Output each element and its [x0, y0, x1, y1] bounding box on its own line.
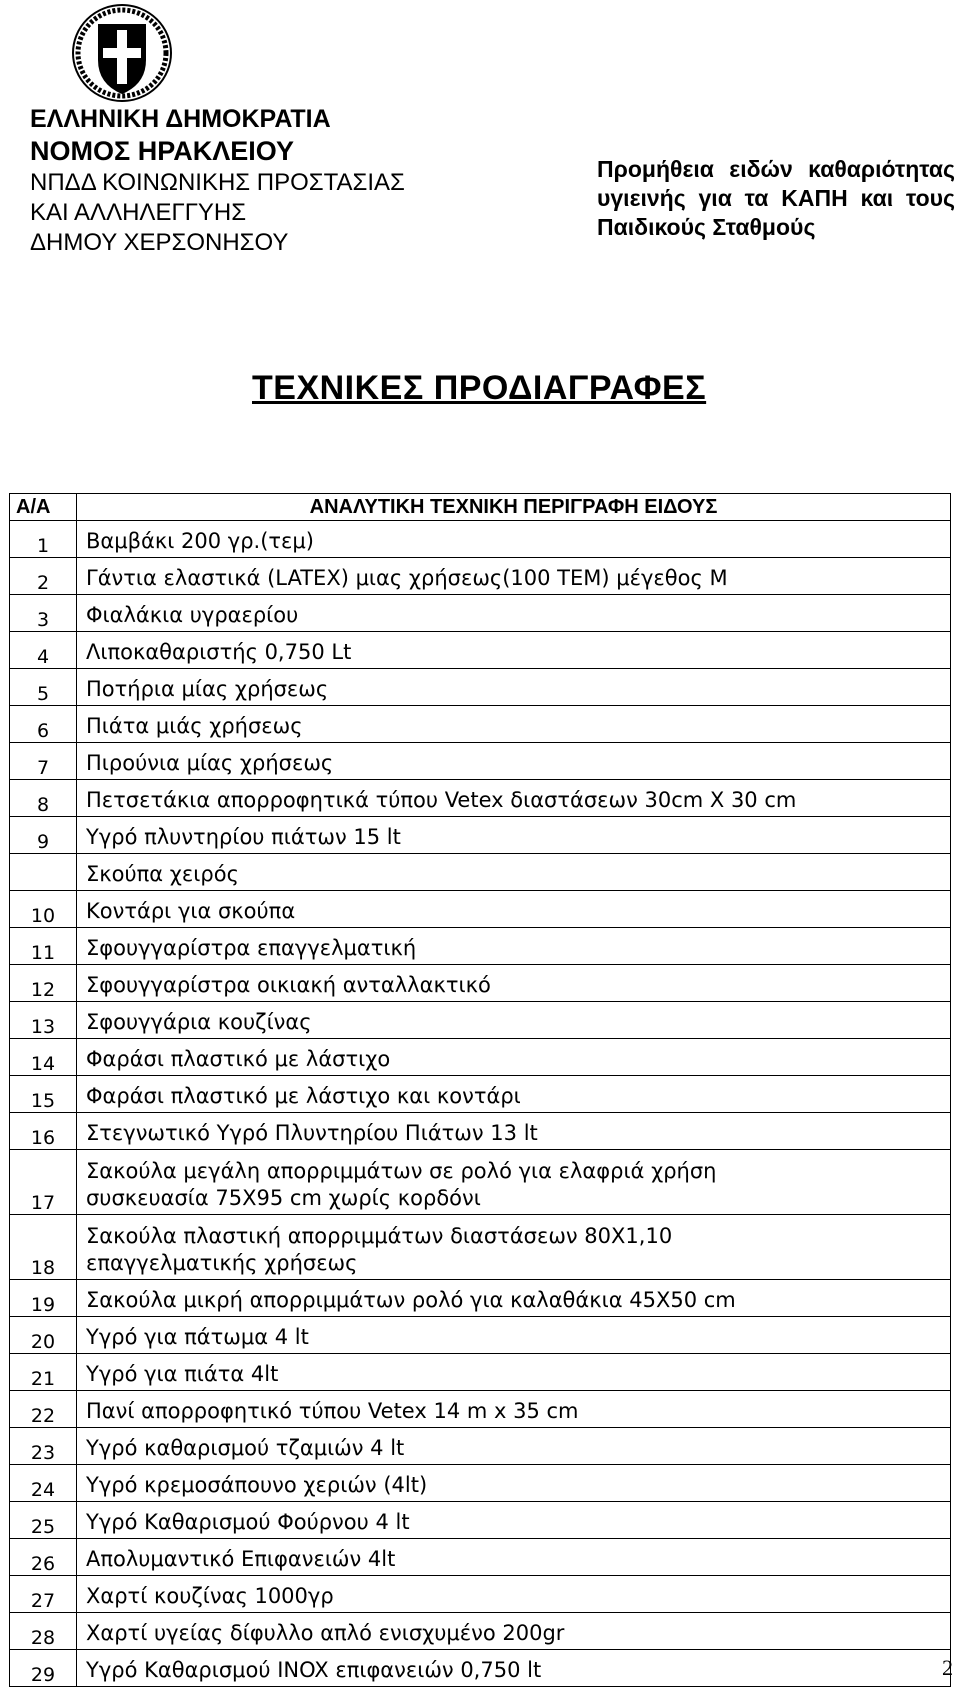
- item-number: 15: [10, 1076, 77, 1113]
- item-description: [77, 706, 951, 743]
- item-number: 24: [10, 1465, 77, 1502]
- item-description: [77, 595, 951, 632]
- table-row: [10, 1002, 951, 1039]
- header-description: ΑΝΑΛΥΤΙΚΗ ΤΕΧΝΙΚΗ ΠΕΡΙΓΡΑΦΗ ΕΙΔΟΥΣ: [77, 494, 951, 521]
- item-number: 11: [10, 928, 77, 965]
- item-number: 22: [10, 1391, 77, 1428]
- issuing-authority: [30, 104, 405, 258]
- item-description-line: Υγρό πλυντηρίου πιάτων 15 lt: [86, 825, 401, 849]
- item-description: [77, 928, 951, 965]
- item-description-line: Γάντια ελαστικά (LATEX) μιας χρήσεως(100 ΤΕΜ) μέγεθος Μ: [86, 566, 728, 590]
- table-row: [10, 1280, 951, 1317]
- item-number: 27: [10, 1576, 77, 1613]
- item-number: 16: [10, 1113, 77, 1150]
- item-description: [77, 1150, 951, 1215]
- item-number: 26: [10, 1539, 77, 1576]
- item-number: 18: [10, 1215, 77, 1280]
- table-row: [10, 595, 951, 632]
- item-description-line: Σακούλα μικρή απορριμμάτων ρολό για καλαθάκια 45Χ50 cm: [86, 1288, 736, 1312]
- item-description-line: Σφουγγαρίστρα επαγγελματική: [86, 936, 417, 960]
- item-description-line: Υγρό Καθαρισμού INOX επιφανειών 0,750 lt: [86, 1658, 542, 1682]
- table-row: [10, 1502, 951, 1539]
- table-row: [10, 1354, 951, 1391]
- procurement-subject: Προμήθεια ειδών καθαριότητας υγιεινής για τα ΚΑΠΗ και τους Παιδικούς Σταθμούς: [597, 156, 955, 240]
- item-description-line: Σκούπα χειρός: [86, 862, 239, 886]
- org-prefecture: ΝΟΜΟΣ ΗΡΑΚΛΕΙΟΥ: [30, 136, 294, 166]
- item-description: [77, 1428, 951, 1465]
- item-description: [77, 558, 951, 595]
- item-description-line: Σφουγγαρίστρα οικιακή ανταλλακτικό: [86, 973, 491, 997]
- item-description: [77, 780, 951, 817]
- item-description: [77, 817, 951, 854]
- item-description-line: Υγρό για πάτωμα 4 lt: [86, 1325, 309, 1349]
- table-row: [10, 965, 951, 1002]
- item-number: 5: [10, 669, 77, 706]
- item-description: [77, 632, 951, 669]
- item-description-line: Βαμβάκι 200 γρ.(τεμ): [86, 529, 314, 553]
- item-number: 4: [10, 632, 77, 669]
- item-description: [77, 1465, 951, 1502]
- item-number: [10, 854, 77, 891]
- table-row: [10, 521, 951, 558]
- item-description-line: Φαράσι πλαστικό με λάστιχο και κοντάρι: [86, 1084, 521, 1108]
- table-row: [10, 891, 951, 928]
- item-description-line: Πιάτα μιάς χρήσεως: [86, 714, 303, 738]
- item-description: [77, 1576, 951, 1613]
- table-row: [10, 1150, 951, 1215]
- table-row: [10, 706, 951, 743]
- item-description-line: Πανί απορροφητικό τύπου Vetex 14 m x 35 cm: [86, 1399, 579, 1423]
- item-description-line: Πετσετάκια απορροφητικά τύπου Vetex διαστάσεων 30cm X 30 cm: [86, 788, 797, 812]
- item-description: [77, 743, 951, 780]
- item-description: [77, 1039, 951, 1076]
- item-description: [77, 965, 951, 1002]
- table-row: [10, 928, 951, 965]
- item-number: 19: [10, 1280, 77, 1317]
- item-number: 12: [10, 965, 77, 1002]
- table-row: [10, 1613, 951, 1650]
- item-description-line: Χαρτί υγείας δίφυλλο απλό ενισχυμένο 200gr: [86, 1621, 565, 1645]
- item-description-line: Απολυμαντικό Επιφανειών 4lt: [86, 1547, 396, 1571]
- table-row: [10, 1215, 951, 1280]
- item-description-line: Σακούλα μεγάλη απορριμμάτων σε ρολό για ελαφριά χρήση: [86, 1159, 717, 1183]
- org-entity-line-1: ΝΠΔΔ ΚΟΙΝΩΝΙΚΗΣ ΠΡΟΣΤΑΣΙΑΣ: [30, 169, 405, 196]
- table-row: [10, 1113, 951, 1150]
- item-description: [77, 1215, 951, 1280]
- item-description: [77, 1650, 951, 1687]
- table-row: [10, 1650, 951, 1687]
- item-number: 13: [10, 1002, 77, 1039]
- item-description: [77, 1613, 951, 1650]
- table-body: [10, 521, 951, 1687]
- coat-of-arms-emblem: [70, 2, 174, 104]
- item-number: 6: [10, 706, 77, 743]
- table-row: [10, 632, 951, 669]
- page-title: ΤΕΧΝΙΚΕΣ ΠΡΟΔΙΑΓΡΑΦΕΣ: [252, 369, 707, 407]
- item-description: [77, 1317, 951, 1354]
- item-number: 1: [10, 521, 77, 558]
- table-row: [10, 1428, 951, 1465]
- table-row: [10, 817, 951, 854]
- specifications-table: [9, 493, 951, 1687]
- item-number: 21: [10, 1354, 77, 1391]
- item-description-line: επαγγελματικής χρήσεως: [86, 1251, 358, 1275]
- item-description: [77, 1354, 951, 1391]
- item-description-line: Σακούλα πλαστική απορριμμάτων διαστάσεων 80Χ1,10: [86, 1224, 673, 1248]
- item-number: 9: [10, 817, 77, 854]
- table-row: [10, 854, 951, 891]
- item-number: 25: [10, 1502, 77, 1539]
- item-number: 17: [10, 1150, 77, 1215]
- table-row: [10, 1391, 951, 1428]
- header-item-number: Α/Α: [10, 494, 77, 521]
- item-description: [77, 1076, 951, 1113]
- item-number: 8: [10, 780, 77, 817]
- item-description-line: Στεγνωτικό Υγρό Πλυντηρίου Πιάτων 13 lt: [86, 1121, 538, 1145]
- item-number: 20: [10, 1317, 77, 1354]
- item-description-line: Πιρούνια μίας χρήσεως: [86, 751, 334, 775]
- page-number: 2: [942, 1655, 953, 1680]
- table-row: [10, 1539, 951, 1576]
- item-number: 29: [10, 1650, 77, 1687]
- table-row: [10, 1576, 951, 1613]
- item-description-line: Υγρό Καθαρισμού Φούρνου 4 lt: [86, 1510, 410, 1534]
- item-description-line: Κοντάρι για σκούπα: [86, 899, 296, 923]
- item-number: 2: [10, 558, 77, 595]
- table-row: [10, 558, 951, 595]
- item-description: [77, 1391, 951, 1428]
- item-description: [77, 1539, 951, 1576]
- item-description: [77, 891, 951, 928]
- item-description: [77, 521, 951, 558]
- item-description: [77, 1502, 951, 1539]
- item-description-line: Χαρτί κουζίνας 1000γρ: [86, 1584, 334, 1608]
- table-row: [10, 743, 951, 780]
- item-description-line: συσκευασία 75Χ95 cm χωρίς κορδόνι: [86, 1186, 481, 1210]
- table-row: [10, 1317, 951, 1354]
- org-entity-line-2: ΚΑΙ ΑΛΛΗΛΕΓΓΥΗΣ: [30, 199, 247, 226]
- item-description: [77, 1113, 951, 1150]
- table-row: [10, 1076, 951, 1113]
- table-row: [10, 780, 951, 817]
- item-description-line: Φαράσι πλαστικό με λάστιχο: [86, 1047, 391, 1071]
- item-description: [77, 1280, 951, 1317]
- item-description: [77, 854, 951, 891]
- item-description-line: Υγρό για πιάτα 4lt: [86, 1362, 279, 1386]
- item-description-line: Υγρό καθαρισμού τζαμιών 4 lt: [86, 1436, 405, 1460]
- table-row: [10, 1039, 951, 1076]
- item-description-line: Υγρό κρεμοσάπουνο χεριών (4lt): [86, 1473, 428, 1497]
- table-header-row: [10, 494, 951, 521]
- table-row: [10, 1465, 951, 1502]
- item-number: 28: [10, 1613, 77, 1650]
- org-country: ΕΛΛΗΝΙΚΗ ΔΗΜΟΚΡΑΤΙΑ: [30, 105, 331, 133]
- item-number: 7: [10, 743, 77, 780]
- table-row: [10, 669, 951, 706]
- item-description: [77, 1002, 951, 1039]
- item-description-line: Φιαλάκια υγραερίου: [86, 603, 299, 627]
- org-municipality: ΔΗΜΟΥ ΧΕΡΣΟΝΗΣΟΥ: [30, 229, 289, 256]
- item-description-line: Λιποκαθαριστής 0,750 Lt: [86, 640, 352, 664]
- item-description-line: Ποτήρια μίας χρήσεως: [86, 677, 329, 701]
- item-number: 3: [10, 595, 77, 632]
- item-number: 23: [10, 1428, 77, 1465]
- item-number: 10: [10, 891, 77, 928]
- item-number: 14: [10, 1039, 77, 1076]
- item-description: [77, 669, 951, 706]
- item-description-line: Σφουγγάρια κουζίνας: [86, 1010, 312, 1034]
